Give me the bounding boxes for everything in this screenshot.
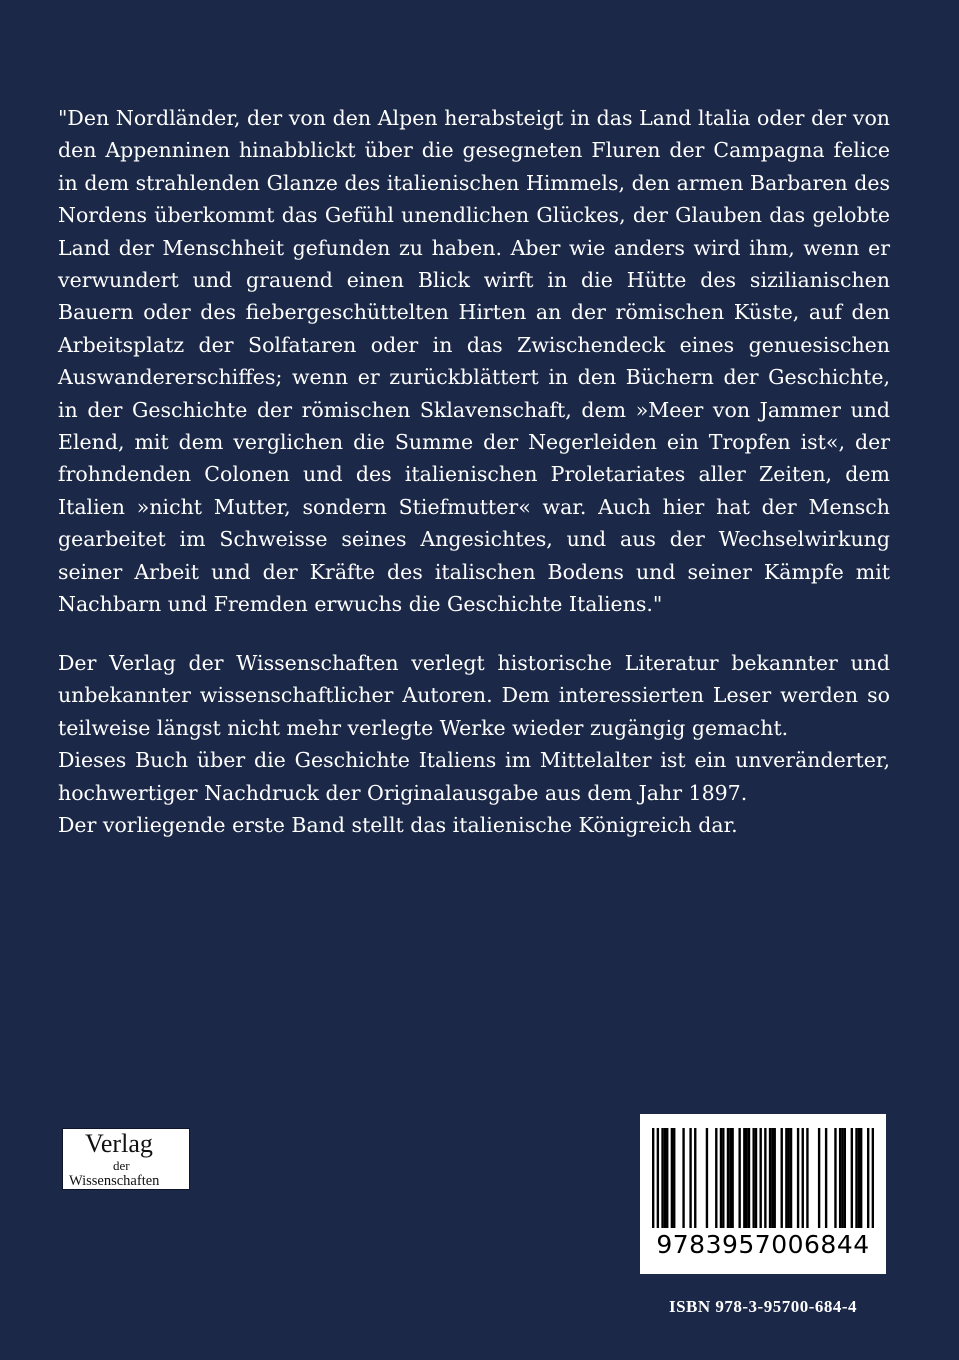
barcode-bar — [790, 1128, 792, 1228]
barcode-bar — [722, 1128, 724, 1228]
barcode-bar — [806, 1128, 808, 1228]
barcode-bar — [706, 1128, 708, 1228]
barcode-bar — [727, 1128, 729, 1228]
publisher-logo — [62, 1128, 190, 1190]
barcode-bar — [855, 1128, 857, 1228]
barcode-bar — [872, 1128, 874, 1228]
barcode-bar — [729, 1128, 731, 1228]
barcode-bar — [694, 1128, 696, 1228]
barcode-bar — [689, 1128, 691, 1228]
barcode-bar — [682, 1128, 684, 1228]
barcode-bar — [673, 1128, 675, 1228]
barcode-bar — [666, 1128, 668, 1228]
logo-line-wissenschaften: Wissenschaften — [69, 1173, 160, 1189]
barcode-bar — [797, 1128, 799, 1228]
barcode-bar — [755, 1128, 757, 1228]
barcode-bar — [652, 1128, 654, 1228]
barcode-bar — [802, 1128, 804, 1228]
barcode-bar — [785, 1128, 787, 1228]
logo-line-verlag: Verlag — [85, 1129, 153, 1158]
blurb-paragraph-publisher: Der Verlag der Wissenschaften verlegt historische Literatur bekannter und unbekannter wissenschaftlicher Autoren. Dem interessierten Leser werden so teilweise längst nicht mehr verlegte Werke wieder zugängig gemacht. — [58, 651, 890, 740]
barcode-bar — [715, 1128, 717, 1228]
barcode-bar — [759, 1128, 761, 1228]
barcode-bar — [664, 1128, 666, 1228]
blurb-paragraph-volume: Der vorliegende erste Band stellt das italienische Königreich dar. — [58, 813, 738, 838]
barcode-bar — [858, 1128, 860, 1228]
barcode-bar — [752, 1128, 754, 1228]
logo-line-der: der — [113, 1158, 130, 1173]
barcode-bar — [731, 1128, 733, 1228]
blurb-paragraph-book: Dieses Buch über die Geschichte Italiens im Mittelalter ist ein unveränderter, hochwertiger Nachdruck der Originalausgabe aus dem Jahr 1897. — [58, 748, 890, 805]
barcode-bars — [652, 1128, 874, 1228]
barcode-bar — [764, 1128, 766, 1228]
barcode-bar — [745, 1128, 747, 1228]
back-cover-quote: "Den Nordländer, der von den Alpen herabsteigt in das Land ltalia oder der von den Appenninen hinabblickt über die gesegneten Fluren der Campagna felice in dem strahlenden Glanze des italienischen Himmels, den armen Barbaren des Nordens überkommt das Gefühl unendlichen Glückes, der Glauben das gelobte Land der Menschheit gefunden zu haben. Aber wie anders wird ihm, wenn er verwundert und grauend einen Blick wirft in die Hütte des sizilianischen Bauern oder des fiebergeschüttelten Hirten an der römischen Küste, auf den Arbeitsplatz der Solfataren oder in das Zwischendeck eines genuesischen Auswandererschiffes; wenn er zurückblättert in den Büchern der Geschichte, in der Geschichte der römischen Sklavenschaft, dem »Meer von Jammer und Elend, mit dem verglichen die Summe der Negerleiden ein Tropfen ist«, der frohndenden Colonen und des italienischen Proletariates aller Zeiten, dem Italien »nicht Mutter, sondern Stiefmutter« war. Auch hier hat der Mensch gearbeitet im Schweisse seines Angesichtes, und aus der Wechselwirkung seiner Arbeit und der Kräfte des italischen Bodens und seiner Kämpfe mit Nachbarn und Fremden erwuchs die Geschichte Italiens." — [58, 106, 890, 617]
isbn-label: ISBN 978-3-95700-684-4 — [668, 1297, 858, 1316]
barcode-bar — [748, 1128, 750, 1228]
barcode-bar — [738, 1128, 740, 1228]
barcode-bar — [771, 1128, 773, 1228]
barcode-bar — [834, 1128, 836, 1228]
barcode — [640, 1114, 886, 1274]
barcode-bar — [720, 1128, 722, 1228]
barcode-number: 9783957006844 — [656, 1230, 870, 1259]
barcode-bar — [867, 1128, 869, 1228]
barcode-bar — [839, 1128, 841, 1228]
barcode-bar — [860, 1128, 862, 1228]
barcode-bar — [774, 1128, 776, 1228]
barcode-bar — [841, 1128, 843, 1228]
barcode-bar — [844, 1128, 846, 1228]
barcode-bar — [769, 1128, 771, 1228]
barcode-bar — [671, 1128, 673, 1228]
barcode-bar — [851, 1128, 853, 1228]
barcode-bar — [788, 1128, 790, 1228]
barcode-bar — [781, 1128, 783, 1228]
barcode-bar — [661, 1128, 663, 1228]
barcode-bar — [657, 1128, 659, 1228]
barcode-bar — [743, 1128, 745, 1228]
publisher-blurb — [58, 647, 890, 841]
barcode-bar — [825, 1128, 827, 1228]
barcode-bar — [818, 1128, 820, 1228]
